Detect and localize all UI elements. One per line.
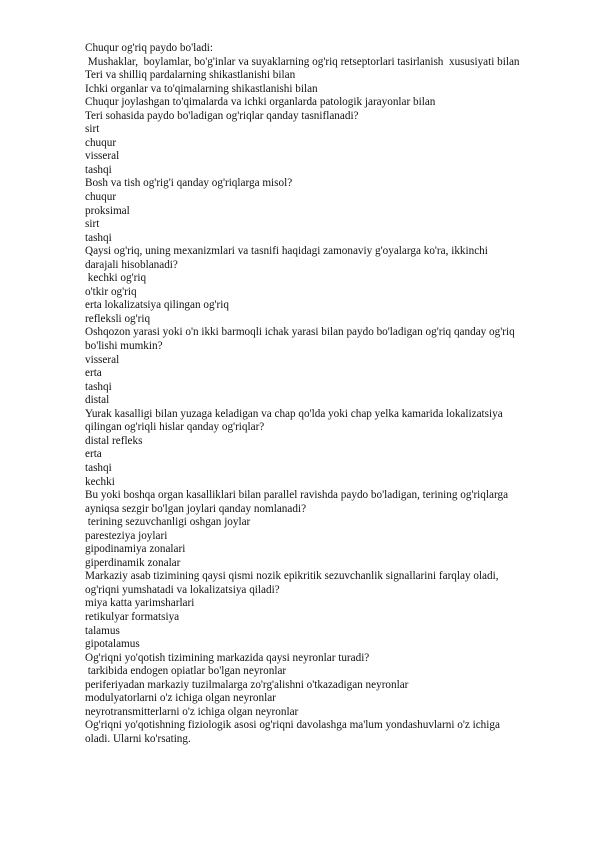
text-line: gipotalamus <box>85 638 140 651</box>
text-line: oladi. Ularni ko'rsating. <box>85 732 191 745</box>
text-line: erta lokalizatsiya qilingan og'riq <box>85 299 229 312</box>
text-line: refleksli og'riq <box>85 312 151 325</box>
text-line: distal refleks <box>85 434 143 447</box>
text-line: bo'lishi mumkin? <box>85 340 163 353</box>
text-line: Chuqur og'riq paydo bo'ladi: <box>85 42 214 54</box>
text-line: Oshqozon yarasi yoki o'n ikki barmoqli ichak yarasi bilan paydo bo'ladigan og'riq qanday og'riq <box>85 326 515 339</box>
text-line: Chuqur joylashgan to'qimalarda va ichki organlarda patologik jarayonlar bilan <box>85 96 436 109</box>
text-line: talamus <box>85 624 120 637</box>
text-line: visseral <box>85 353 120 366</box>
text-line: Og'riqni yo'qotish tizimining markazida qaysi neyronlar turadi? <box>85 651 370 664</box>
text-line: paresteziya joylari <box>85 529 168 542</box>
text-line: Teri va shilliq pardalarning shikastlanishi bilan <box>85 69 296 82</box>
text-line: kechki <box>85 475 115 488</box>
text-line: tashqi <box>85 461 112 474</box>
text-line: erta <box>85 448 102 461</box>
text-line: erta <box>85 367 102 380</box>
text-line: chuqur <box>85 136 117 149</box>
text-line: periferiyadan markaziy tuzilmalarga zo'rg'alishni o'tkazadigan neyronlar <box>85 678 409 691</box>
text-line: distal <box>85 394 110 407</box>
text-line: Bu yoki boshqa organ kasalliklari bilan parallel ravishda paydo bo'ladigan, terining og'riqlarga <box>85 489 509 502</box>
text-line: Teri sohasida paydo bo'ladigan og'riqlar qanday tasniflanadi? <box>85 109 359 122</box>
text-line: chuqur <box>85 191 117 204</box>
text-line: tashqi <box>85 380 112 393</box>
text-line: Og'riqni yo'qotishning fiziologik asosi og'riqni davolashga ma'lum yondashuvlarni o'z ichiga <box>85 719 500 732</box>
text-line: Qaysi og'riq, uning mexanizmlari va tasnifi haqidagi zamonaviy g'oyalarga ko'ra, ikkinchi <box>85 245 488 258</box>
text-line: Yurak kasalligi bilan yuzaga keladigan va chap qo'lda yoki chap yelka kamarida lokalizatsiya <box>85 407 503 420</box>
text-line: modulyatorlarni o'z ichiga olgan neyronlar <box>85 692 276 705</box>
text-line: qilingan og'riqli hislar qanday og'riqlar? <box>85 421 265 434</box>
text-line: gipodinamiya zonalari <box>85 543 186 556</box>
text-line: Ichki organlar va to'qimalarning shikastlanishi bilan <box>85 82 318 95</box>
text-line: o'tkir og'riq <box>85 285 137 298</box>
text-line: terining sezuvchanligi oshgan joylar <box>85 516 251 529</box>
text-line: miya katta yarimsharlari <box>85 597 195 610</box>
text-line: Mushaklar, boylamlar, bo'g'inlar va suyaklarning og'riq retseptorlari tasirlanish xususiyati bilan <box>85 55 520 68</box>
text-line: tashqi <box>85 231 112 244</box>
text-line: neyrotransmitterlarni o'z ichiga olgan neyronlar <box>85 705 299 718</box>
text-line: darajali hisoblanadi? <box>85 258 178 271</box>
text-line: visseral <box>85 150 120 163</box>
text-line: retikulyar formatsiya <box>85 610 180 623</box>
text-line: tarkibida endogen opiatlar bo'lgan neyronlar <box>85 665 287 678</box>
text-line: Markaziy asab tizimining qaysi qismi nozik epikritik sezuvchanlik signallarini farqlay oladi, <box>85 570 499 583</box>
text-line: Bosh va tish og'rig'i qanday og'riqlarga misol? <box>85 177 293 190</box>
text-line: giperdinamik zonalar <box>85 556 181 569</box>
text-line: tashqi <box>85 163 112 176</box>
text-line: sirt <box>85 218 100 231</box>
text-line: proksimal <box>85 204 130 217</box>
text-line: og'riqni yumshatadi va lokalizatsiya qiladi? <box>85 583 280 596</box>
text-line: sirt <box>85 123 100 136</box>
document-page <box>85 42 555 746</box>
text-line: ayniqsa sezgir bo'lgan joylari qanday nomlanadi? <box>85 502 307 515</box>
text-line: kechki og'riq <box>85 272 147 285</box>
